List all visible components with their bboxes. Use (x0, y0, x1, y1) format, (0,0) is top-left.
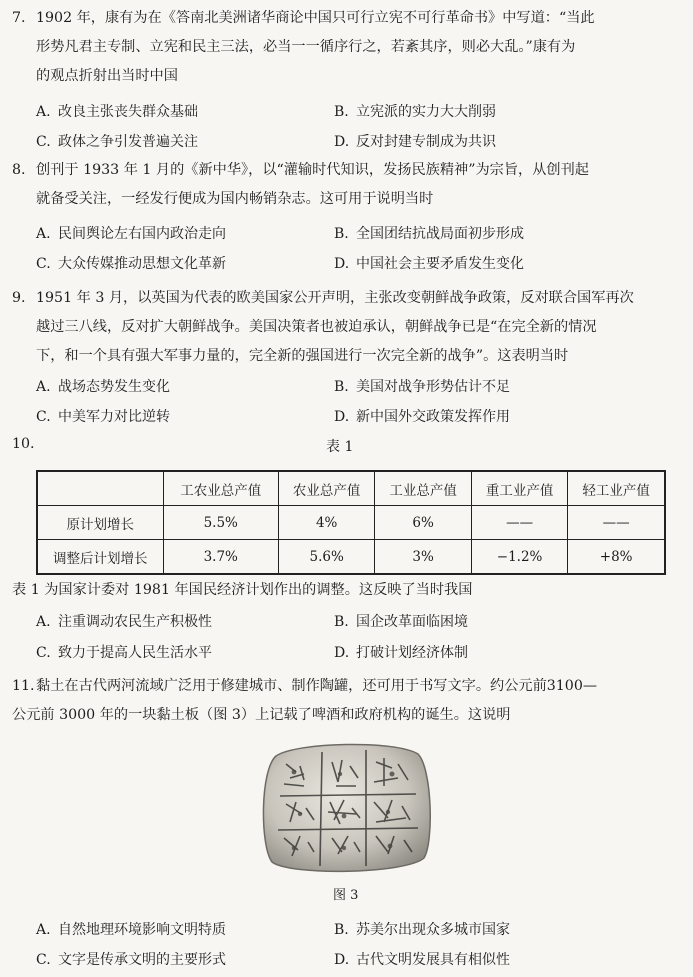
question-number: 7. (12, 10, 26, 26)
stem-line: 创刊于 1933 年 1 月的《新中华》，以“灌输时代知识，发扬民族精神”为宗旨，从创刊起 (36, 162, 589, 178)
table-cell: —— (568, 506, 665, 540)
q11-option-c[interactable] (36, 950, 226, 970)
option-letter: C. (36, 645, 51, 661)
option-text: 政体之争引发普遍关注 (58, 134, 198, 150)
option-text: 立宪派的实力大大削弱 (356, 104, 496, 120)
q7-option-d[interactable] (334, 132, 496, 152)
table-header-cell: 轻工业产值 (568, 471, 665, 506)
option-letter: C. (36, 952, 51, 968)
option-text: 民间舆论左右国内政治走向 (58, 226, 226, 242)
table-header-cell: 重工业产值 (471, 471, 567, 506)
option-text: 大众传媒推动思想文化革新 (58, 256, 226, 272)
option-text: 文字是传承文明的主要形式 (58, 952, 226, 968)
option-text: 打破计划经济体制 (356, 645, 468, 661)
option-text: 致力于提高人民生活水平 (58, 645, 212, 661)
option-letter: D. (334, 134, 350, 150)
option-text: 新中国外交政策发挥作用 (356, 409, 510, 425)
question-9-stem (12, 284, 678, 371)
option-letter: A. (36, 614, 51, 630)
table-cell: 4% (278, 506, 374, 540)
table-cell: 5.5% (163, 506, 278, 540)
q9-option-c[interactable] (36, 407, 170, 427)
option-letter: C. (36, 256, 51, 272)
table-header-cell: 工业总产值 (375, 471, 471, 506)
q8-option-d[interactable] (334, 254, 524, 274)
option-letter: A. (36, 379, 51, 395)
table-cell: 6% (375, 506, 471, 540)
option-letter: B. (334, 379, 349, 395)
stem-line: 1951 年 3 月，以英国为代表的欧美国家公开声明，主张改变朝鲜战争政策，反对联合国军再次 (36, 290, 634, 306)
stem-line: 1902 年，康有为在《答南北美洲诸华商论中国只可行立宪不可行革命书》中写道：“当此 (36, 10, 595, 26)
table-header-cell (37, 471, 163, 506)
stem-line: 表 1 为国家计委对 1981 年国民经济计划作出的调整。这反映了当时我国 (12, 582, 473, 598)
q8-option-b[interactable] (334, 224, 524, 244)
option-text: 中国社会主要矛盾发生变化 (356, 256, 524, 272)
stem-line: 形势凡君主专制、立宪和民主三法，必当一一循序行之，若紊其序，则必大乱。”康有为 (36, 39, 576, 55)
option-letter: C. (36, 409, 51, 425)
option-letter: D. (334, 645, 350, 661)
option-text: 自然地理环境影响文明特质 (58, 922, 226, 938)
q8-option-c[interactable] (36, 254, 226, 274)
question-8-stem (12, 156, 678, 214)
option-text: 改良主张丧失群众基础 (58, 104, 198, 120)
q9-option-d[interactable] (334, 407, 510, 427)
stem-line: 黏土在古代两河流域广泛用于修建城市、制作陶罐，还可用于书写文字。约公元前3100— (36, 678, 598, 694)
option-letter: B. (334, 226, 349, 242)
table-header-row (37, 471, 665, 506)
q10-option-d[interactable] (334, 643, 468, 663)
q11-option-d[interactable] (334, 950, 510, 970)
option-text: 国企改革面临困境 (356, 614, 468, 630)
table-cell: 3% (375, 540, 471, 575)
option-text: 全国团结抗战局面初步形成 (356, 226, 524, 242)
question-number: 9. (12, 290, 26, 306)
table-cell: +8% (568, 540, 665, 575)
stem-line: 的观点折射出当时中国 (36, 68, 178, 84)
q9-option-b[interactable] (334, 377, 510, 397)
question-7-stem (12, 4, 678, 91)
option-text: 中美军力对比逆转 (58, 409, 170, 425)
option-text: 美国对战争形势估计不足 (356, 379, 510, 395)
option-letter: D. (334, 952, 350, 968)
figure-caption: 图 3 (333, 888, 359, 903)
option-text: 古代文明发展具有相似性 (356, 952, 510, 968)
q7-option-b[interactable] (334, 102, 496, 122)
option-letter: A. (36, 226, 51, 242)
question-10-stem (12, 576, 678, 605)
stem-line: 越过三八线，反对扩大朝鲜战争。美国决策者也被迫承认，朝鲜战争已是“在完全新的情况 (36, 319, 597, 335)
table-row (37, 540, 665, 575)
q10-option-b[interactable] (334, 612, 468, 632)
q9-option-a[interactable] (36, 377, 170, 397)
stem-line: 下，和一个具有强大军事力量的，完全新的强国进行一次完全新的战争”。这表明当时 (36, 348, 569, 364)
option-text: 注重调动农民生产积极性 (58, 614, 212, 630)
table-header-cell: 工农业总产值 (163, 471, 278, 506)
option-letter: C. (36, 134, 51, 150)
option-letter: A. (36, 104, 51, 120)
option-text: 苏美尔出现众多城市国家 (356, 922, 510, 938)
q10-option-c[interactable] (36, 643, 212, 663)
economic-plan-table (36, 470, 666, 575)
q7-option-a[interactable] (36, 102, 198, 122)
option-text: 反对封建专制成为共识 (356, 134, 496, 150)
table-cell: 5.6% (278, 540, 374, 575)
question-number: 8. (12, 162, 26, 178)
table-cell: 原计划增长 (37, 506, 163, 540)
table-cell: −1.2% (471, 540, 567, 575)
q10-option-a[interactable] (36, 612, 212, 632)
table-cell: 调整后计划增长 (37, 540, 163, 575)
question-number: 11. (12, 678, 35, 694)
option-letter: B. (334, 922, 349, 938)
table-cell: 3.7% (163, 540, 278, 575)
table-cell: —— (471, 506, 567, 540)
table-caption: 表 1 (326, 439, 354, 455)
clay-tablet-image (256, 738, 436, 876)
option-letter: D. (334, 256, 350, 272)
q7-option-c[interactable] (36, 132, 198, 152)
option-letter: B. (334, 104, 349, 120)
table-row (37, 506, 665, 540)
option-letter: A. (36, 922, 51, 938)
stem-line: 公元前 3000 年的一块黏土板（图 3）上记载了啤酒和政府机构的诞生。这说明 (12, 707, 511, 723)
q8-option-a[interactable] (36, 224, 226, 244)
question-number: 10. (12, 436, 35, 452)
option-text: 战场态势发生变化 (58, 379, 170, 395)
table-header-cell: 农业总产值 (278, 471, 374, 506)
q11-option-a[interactable] (36, 920, 226, 940)
question-11-stem (12, 672, 678, 730)
q11-option-b[interactable] (334, 920, 510, 940)
stem-line: 就备受关注，一经发行便成为国内畅销杂志。这可用于说明当时 (36, 191, 434, 207)
option-letter: B. (334, 614, 349, 630)
option-letter: D. (334, 409, 350, 425)
